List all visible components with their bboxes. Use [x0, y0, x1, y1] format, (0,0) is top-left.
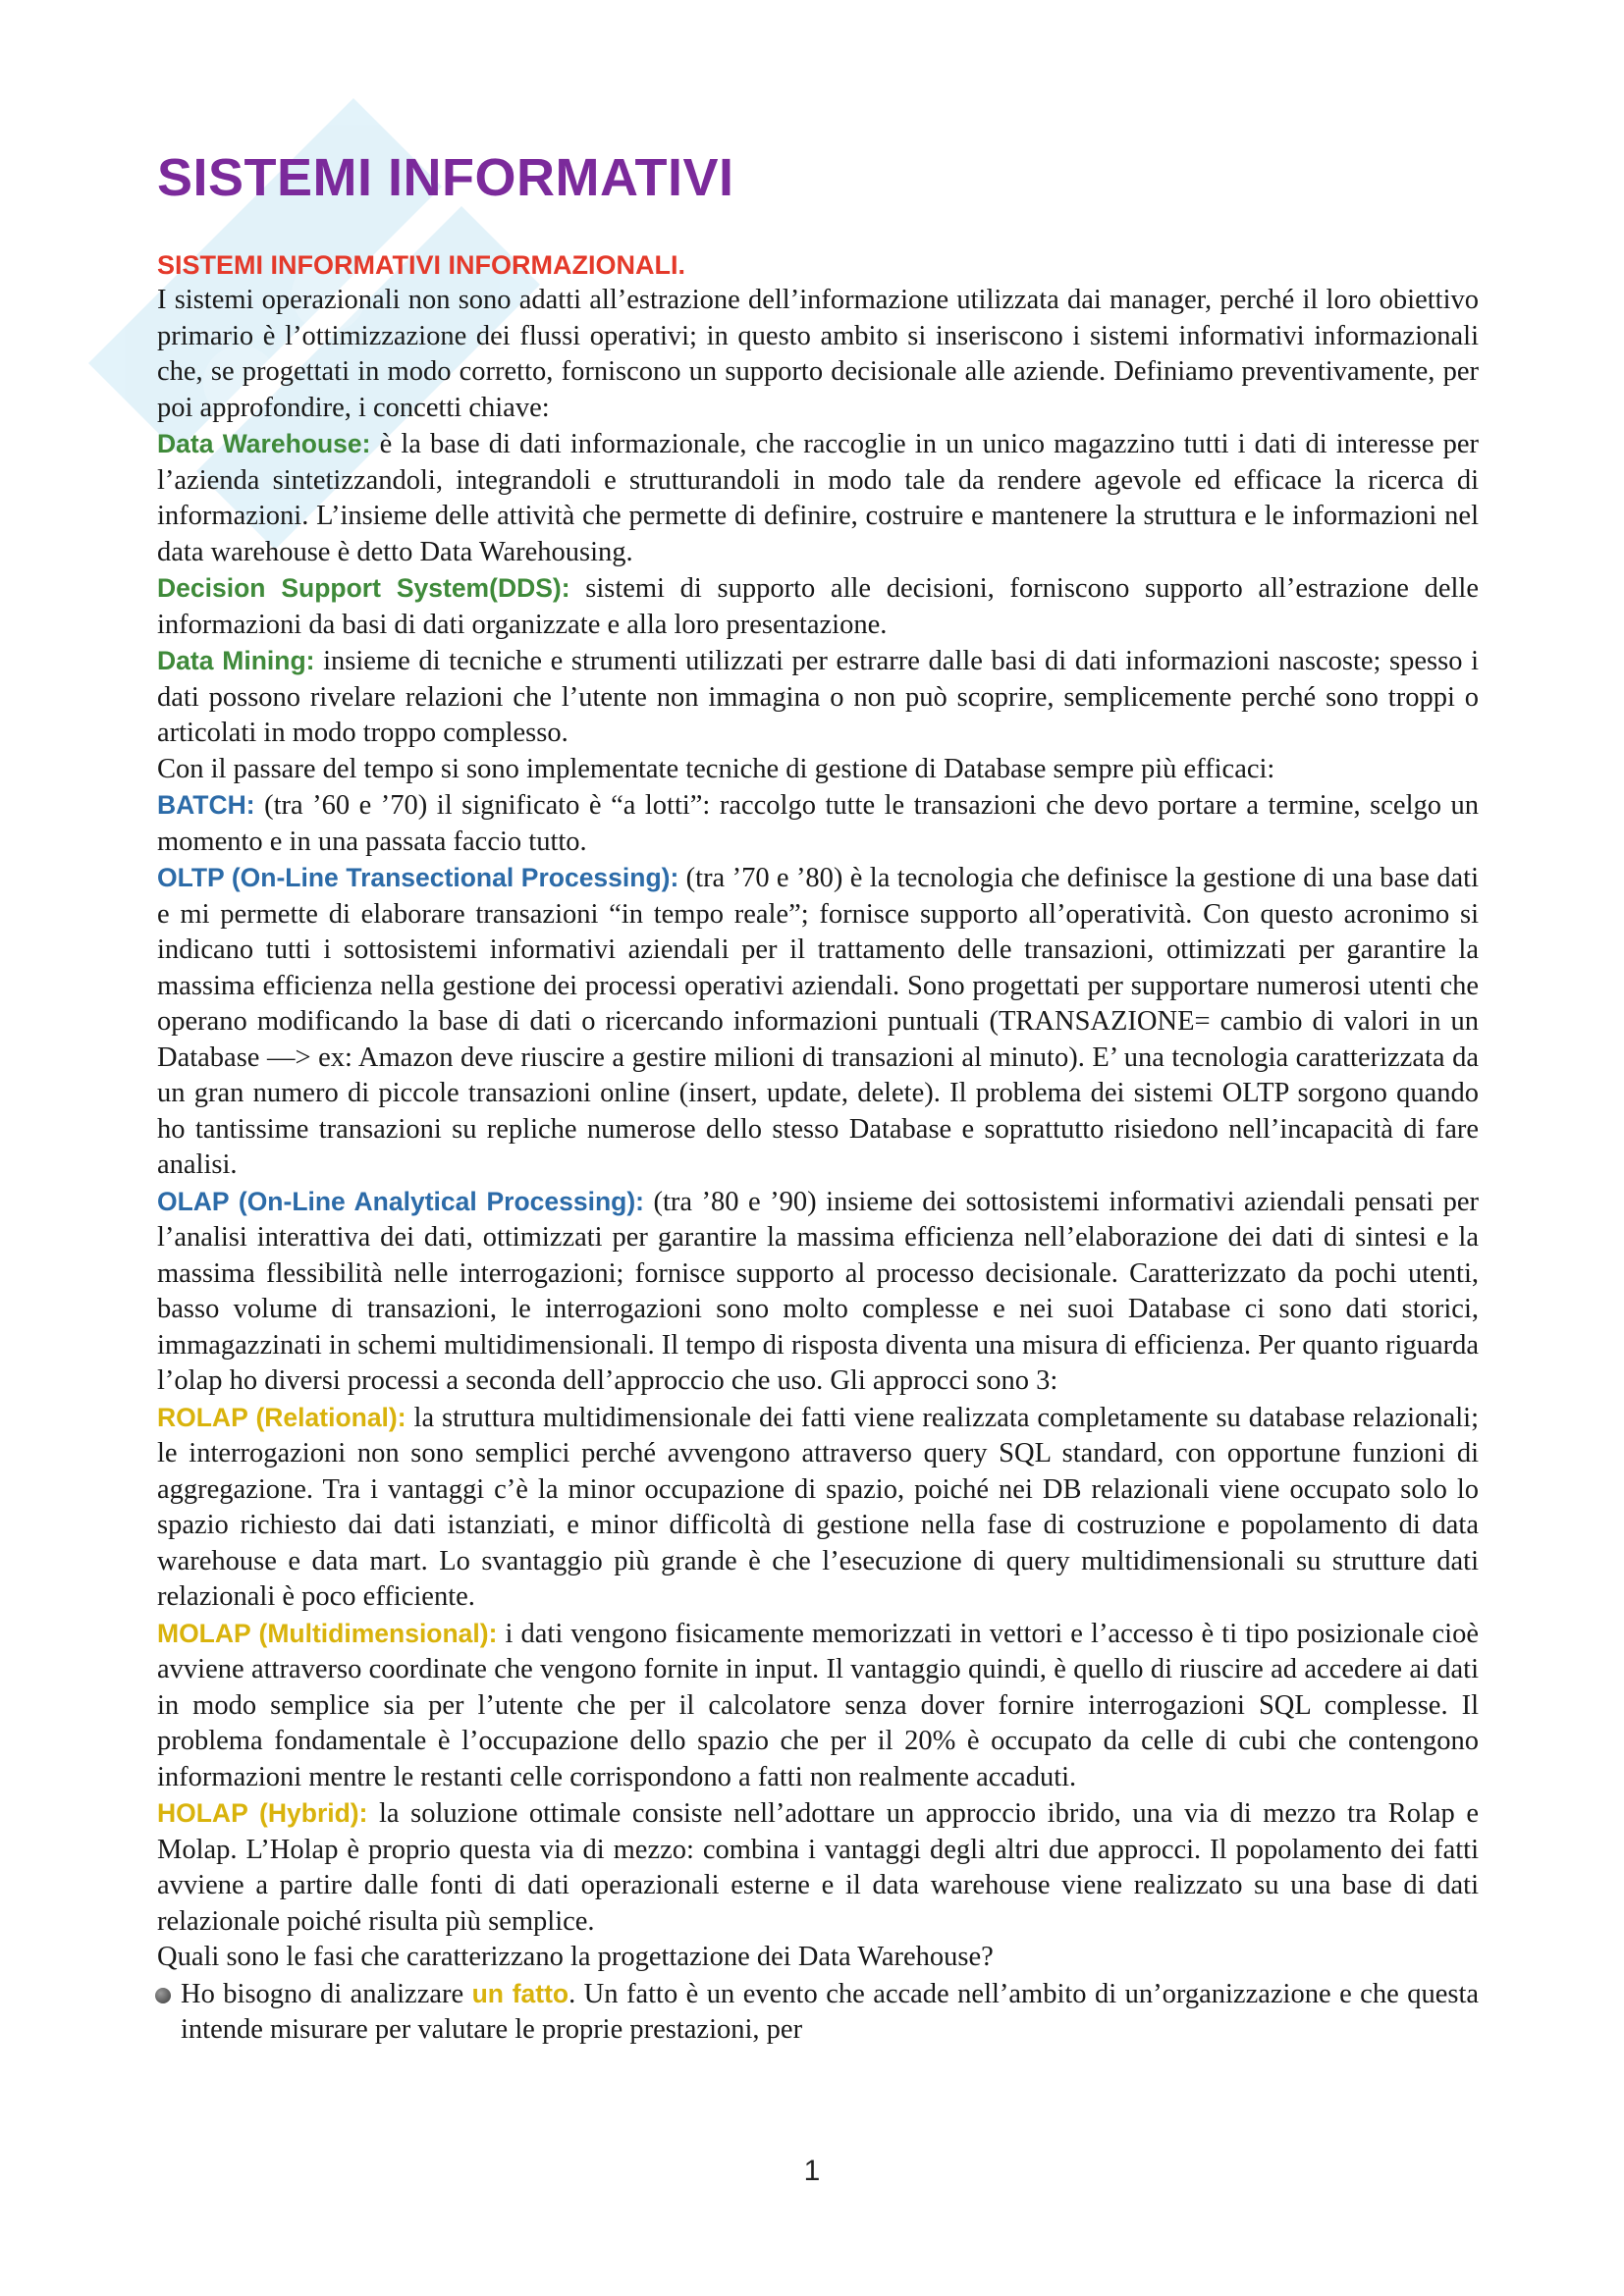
data-mining-term: Data Mining: [157, 646, 315, 675]
data-warehouse-text: è la base di dati informazionale, che raccoglie in un unico magazzino tutti i dati di interesse per l’azienda sintetizzandoli, integrandoli e strutturandoli in modo tale da rendere agevole ed efficace la ricerca di informazioni. L’insieme delle attività che permette di definire, costruire e mantenere la struttura e le informazioni nel data warehouse è detto Data Warehousing. [157, 429, 1479, 567]
dss-text: sistemi di supporto alle decisioni, forniscono supporto all’estrazione delle informazioni da basi di dati organizzate e alla loro presentazione. [157, 573, 1479, 640]
fact-term: un fatto [471, 1978, 569, 2008]
bullet-text-post: . Un fatto è un evento che accade nell’ambito di un’organizzazione e che questa intende misurare per valutare le proprie prestazioni, per [181, 1978, 1480, 2045]
bullet-text-pre: Ho bisogno di analizzare [181, 1978, 472, 2009]
oltp-text: (tra ’70 e ’80) è la tecnologia che definisce la gestione di una base dati e mi permette di elaborare transazioni “in tempo reale”; fornisce supporto all’operatività. Con questo acronimo si indicano tutti i sottosistemi informativi aziendali per il trattamento delle transazioni, ottimizzati per garantire la massima efficienza nella gestione dei processi operativi aziendali. Sono progettati per supportare numerosi utenti che operano modificando la base di dati o ricercando informazioni puntuali (TRANSAZIONE= cambio di valori in un Database —> ex: Amazon deve riuscire a gestire milioni di transazioni al minuto). E’ una tecnologia caratterizzata da un gran numero di piccole transazioni online (insert, update, delete). Il problema dei sistemi OLTP sorgono quando ho tantissime transazioni su repliche numerose dello stesso Database e soprattutto risiedono nell’incapacità di fare analisi. [157, 863, 1479, 1180]
page-number: 1 [803, 2155, 821, 2187]
data-warehouse-paragraph [157, 426, 1479, 570]
data-warehouse-term: Data Warehouse: [157, 429, 371, 458]
molap-term: MOLAP (Multidimensional): [157, 1618, 498, 1648]
holap-term: HOLAP (Hybrid): [157, 1798, 368, 1828]
molap-text: i dati vengono fisicamente memorizzati in vettori e l’accesso è ti tipo posizionale cioè avviene attraverso coordinate che vengono fornite in input. Il vantaggio quindi, è quello di riuscire ad accedere ai dati in modo semplice sia per l’utente che per il calcolatore senza dover fornire interrogazioni SQL complesse. Il problema fondamentale è l’occupazione dello spazio che per il 20% è occupato da celle di cubi che contengono informazioni mentre le restanti celle corrispondono a fatti non realmente accaduti. [157, 1618, 1479, 1792]
molap-paragraph [157, 1616, 1479, 1796]
batch-text: (tra ’60 e ’70) il significato è “a lotti”: raccolgo tutte le transazioni che devo portare a termine, scelgo un momento e in una passata faccio tutto. [157, 790, 1479, 857]
bullet-icon [155, 1988, 171, 2003]
oltp-paragraph [157, 860, 1479, 1184]
batch-term: BATCH: [157, 790, 255, 820]
holap-text: la soluzione ottimale consiste nell’adottare un approccio ibrido, una via di mezzo tra Rolap e Molap. L’Holap è proprio questa via di mezzo: combina i vantaggi degli altri due approcci. Il popolamento dei fatti avviene a partire dalle fonti di dati operazionali esterne e il data warehouse viene realizzato su una base di dati relazionale poiché risulta più semplice. [157, 1798, 1479, 1937]
olap-paragraph [157, 1184, 1479, 1400]
document-page [157, 147, 1479, 2049]
section-subtitle: SISTEMI INFORMATIVI INFORMAZIONALI. [157, 250, 685, 280]
rolap-term: ROLAP (Relational): [157, 1402, 406, 1432]
data-mining-paragraph [157, 643, 1479, 752]
oltp-term: OLTP (On-Line Transectional Processing): [157, 863, 679, 892]
rolap-text: la struttura multidimensionale dei fatti viene realizzata completamente su database relazionali; le interrogazioni non sono semplici perché avvengono attraverso query SQL standard, con opportune funzioni di aggregazione. Tra i vantaggi c’è la minor occupazione di spazio, poiché nei DB relazionali viene occupato solo lo spazio richiesto dai dati istanziati, e minor difficoltà di gestione nella fase di costruzione e popolamento di data warehouse e data mart. Lo svantaggio più grande è che l’esecuzione di query multidimensionali su strutture dati relazionali è poco efficiente. [157, 1402, 1479, 1612]
batch-paragraph [157, 787, 1479, 860]
olap-text: (tra ’80 e ’90) insieme dei sottosistemi informativi aziendali pensati per l’analisi interattiva dei dati, ottimizzati per garantire la massima efficienza nell’elaborazione dei dati di sintesi e la massima flessibilità nelle interrogazioni; fornisce supporto al processo decisionale. Caratterizzato da pochi utenti, basso volume di transazioni, le interrogazioni sono molto complesse e nei suoi Database ci sono dati storici, immagazzinati in schemi multidimensionali. Il tempo di risposta diventa una misura di efficienza. Per quanto riguarda l’olap ho diversi processi a seconda dell’approccio che uso. Gli approcci sono 3: [157, 1186, 1479, 1396]
transition-paragraph: Con il passare del tempo si sono implementate tecniche di gestione di Database sempre più efficaci: [157, 753, 1275, 784]
document-body [157, 283, 1479, 2049]
holap-paragraph [157, 1795, 1479, 1940]
intro-paragraph: I sistemi operazionali non sono adatti all’estrazione dell’informazione utilizzata dai manager, perché il loro obiettivo primario è l’ottimizzazione dei flussi operativi; in questo ambito si inseriscono i sistemi informativi informazionali che, se progettati in modo corretto, forniscono un supporto decisionale alle aziende. Definiamo preventivamente, per poi approfondire, i concetti chiave: [157, 285, 1479, 423]
page-title: SISTEMI INFORMATIVI [157, 148, 734, 207]
list-item [157, 1976, 1479, 2049]
question-paragraph: Quali sono le fasi che caratterizzano la progettazione dei Data Warehouse? [157, 1942, 994, 1972]
dss-paragraph [157, 570, 1479, 643]
olap-term: OLAP (On-Line Analytical Processing): [157, 1186, 644, 1216]
dss-term: Decision Support System(DDS): [157, 573, 570, 603]
rolap-paragraph [157, 1400, 1479, 1616]
data-mining-text: insieme di tecniche e strumenti utilizzati per estrarre dalle basi di dati informazioni nascoste; spesso i dati possono rivelare relazioni che l’utente non immagina o non può scoprire, semplicemente perché sono troppi o articolati in modo troppo complesso. [157, 646, 1479, 748]
